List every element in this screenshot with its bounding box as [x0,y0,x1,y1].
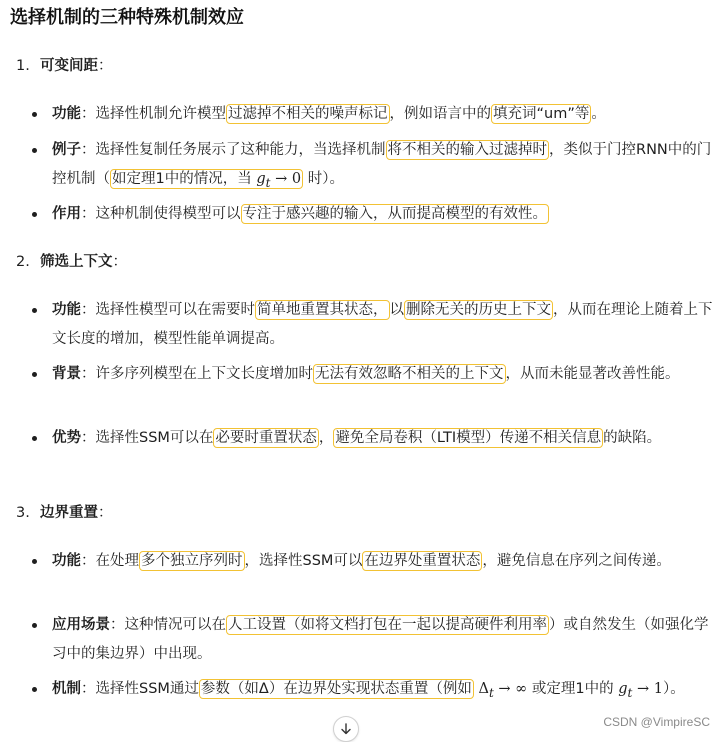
highlight: 将不相关的输入过滤掉时 [387,142,547,158]
math-symbol: g [256,171,266,187]
math-symbol: g [618,681,628,697]
bullet-dot [32,623,37,628]
item-text: 或定理1中的 [527,681,614,697]
section-colon: ： [98,58,113,74]
item-text: ）或自然发生（如强化学习中的集边界）中出现。 [52,617,709,662]
math-value: 0 [291,171,302,187]
math-expression [618,681,663,700]
highlight: 多个独立序列时 [141,553,243,569]
highlight: 避免全局卷积（LTI模型）传递不相关信息 [335,430,602,446]
item-colon: ： [81,553,96,569]
item-text: ）。 [662,681,685,697]
math-subscript: t [627,685,633,700]
item-text: 许多序列模型在上下文长度增加时 [95,366,313,382]
math-arrow: → [270,171,292,187]
bullet-dot [32,112,37,117]
item-text: 在处理 [95,553,139,569]
math-value: ∞ [515,681,528,697]
item-colon: ： [81,206,96,222]
section-1-heading [16,56,113,76]
section-2-heading [16,252,127,272]
item-text: ，类似于门控RNN中的门控机制（ [52,142,712,187]
math-value: 1 [653,681,663,697]
bullet-dot [32,687,37,692]
highlight: 参数（如Δ）在边界处实现状态重置（例如 [200,681,472,697]
highlight: 删除无关的历史上下文 [406,302,551,318]
list-item [52,296,716,354]
math-symbol: Δ [478,681,489,697]
item-label: 功能 [52,302,81,318]
highlight: 过滤掉不相关的噪声标记 [228,106,388,122]
item-label: 背景 [52,366,81,382]
bullet-dot [32,436,37,441]
math-arrow: → [632,681,654,697]
item-text: ，选择性SSM可以 [244,553,363,569]
list-item [52,424,716,453]
list-item [52,360,716,389]
list-item [52,675,716,708]
item-colon: ： [81,681,96,697]
highlight: 必要时重置状态 [215,430,317,446]
section-number: 2. [16,254,30,270]
item-text: 这种机制使得模型可以 [95,206,241,222]
math-expression [478,681,528,700]
math-subscript: t [488,685,494,700]
item-text: ，避免信息在序列之间传递。 [482,553,671,569]
item-colon: ： [81,142,96,158]
highlight: 人工设置（如将文档打包在一起以提高硬件利用率 [228,617,547,633]
arrow-down-icon [340,723,352,735]
section-colon: ： [112,254,127,270]
bullet-dot [32,308,37,313]
section-colon: ： [98,505,113,521]
section-3-heading [16,503,113,523]
section-number: 3. [16,505,30,521]
item-text: ，从而未能显著改善性能。 [505,366,680,382]
item-colon: ： [81,302,96,318]
section-number: 1. [16,58,30,74]
item-colon: ： [81,366,96,382]
item-text: 选择性SSM通过 [95,681,199,697]
list-item [52,611,716,669]
math-arrow: → [493,681,516,697]
item-label: 功能 [52,553,81,569]
math-expression [256,171,302,190]
item-text: ， [318,430,334,446]
item-colon: ： [110,617,125,633]
section-title: 可变间距 [40,58,98,74]
math-subscript: t [265,175,271,190]
bullet-dot [32,212,37,217]
item-label: 作用 [52,206,81,222]
scroll-down-button[interactable] [333,716,359,742]
item-text: 的缺陷。 [603,430,662,446]
list-item [52,547,716,576]
item-text: 选择性SSM可以在 [95,430,214,446]
item-label: 例子 [52,142,81,158]
document-title: 选择机制的三种特殊机制效应 [10,7,244,28]
highlight: 简单地重置其状态， [257,302,388,318]
item-text: 选择性机制允许模型 [95,106,226,122]
bullet-dot [32,559,37,564]
item-colon: ： [81,106,96,122]
highlight: 填充词“um”等 [493,106,590,122]
watermark: CSDN @VimpireSC [603,715,710,729]
item-label: 优势 [52,430,81,446]
item-text: 这种情况可以在 [124,617,226,633]
item-text: 以 [389,302,404,318]
item-text: 选择性复制任务展示了这种能力，当选择机制 [95,142,386,158]
item-text: ，例如语言中的 [389,106,491,122]
item-text: 。 [591,106,606,122]
item-text: 时）。 [303,171,344,187]
item-colon: ： [81,430,96,446]
highlight [110,169,303,189]
highlight: 专注于感兴趣的输入，从而提高模型的有效性。 [242,206,547,222]
item-label: 功能 [52,106,81,122]
list-item [52,200,716,229]
list-item [52,100,716,129]
highlight: 无法有效忽略不相关的上下文 [315,366,504,382]
item-label: 应用场景 [52,617,110,633]
highlight-text: 如定理1中的情况，当 [112,171,252,187]
highlight: 在边界处重置状态 [364,553,481,569]
list-item [52,136,716,198]
section-title: 筛选上下文 [40,254,113,270]
bullet-dot [32,372,37,377]
item-text: 选择性模型可以在需要时 [95,302,255,318]
item-label: 机制 [52,681,81,697]
bullet-dot [32,148,37,153]
item-text: ，从而在理论上随着上下文长度的增加，模型性能单调提高。 [52,302,713,347]
section-title: 边界重置 [40,505,98,521]
